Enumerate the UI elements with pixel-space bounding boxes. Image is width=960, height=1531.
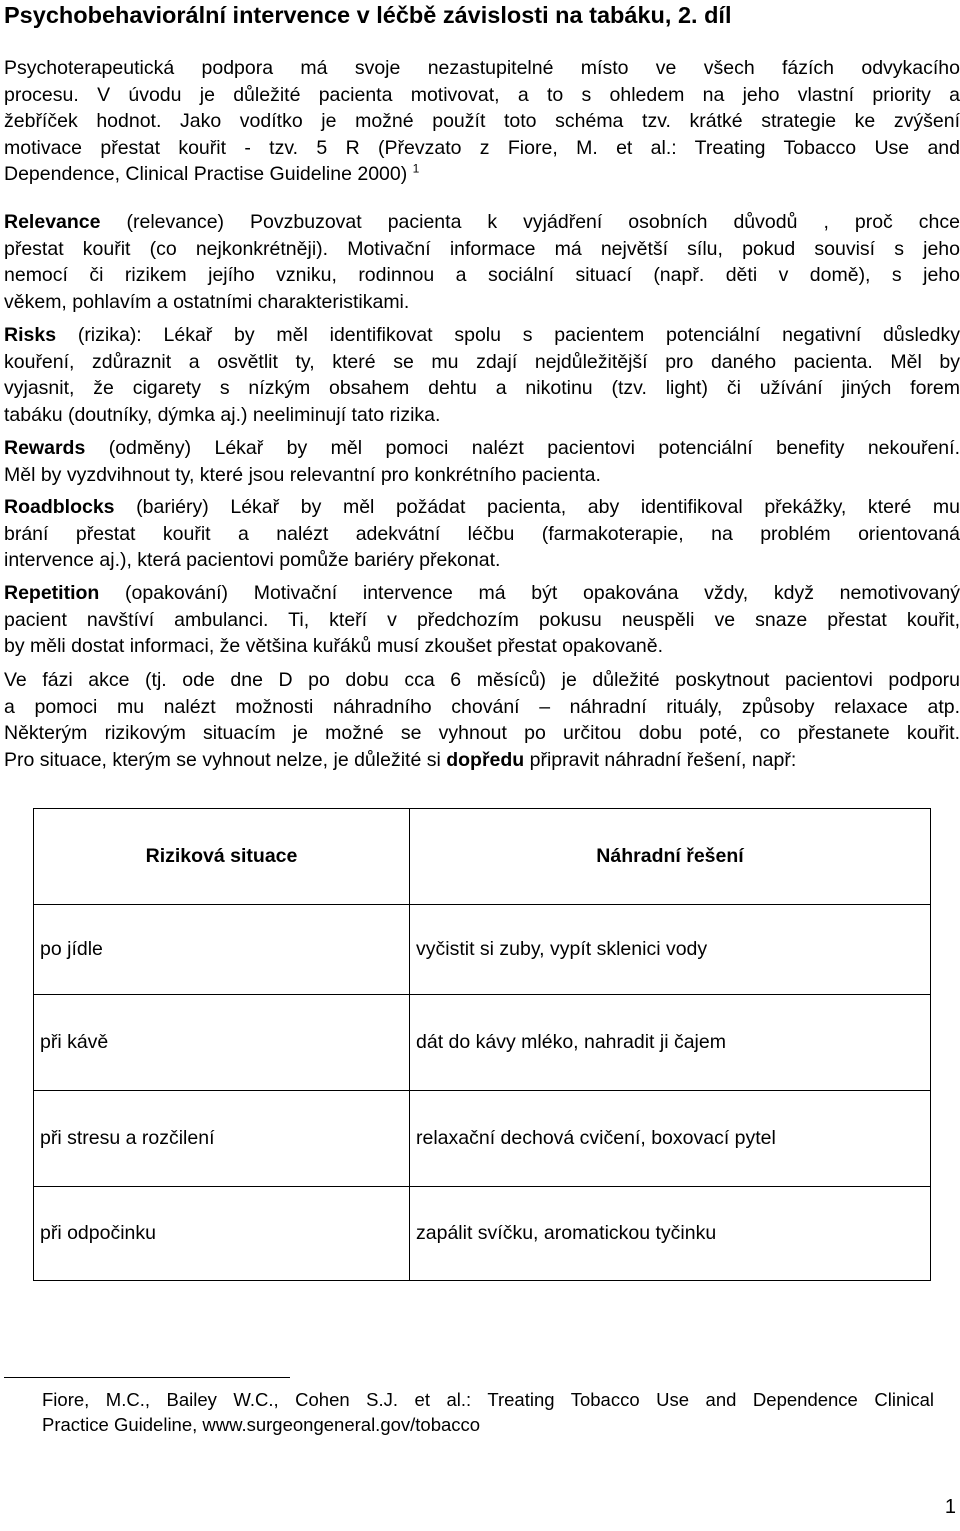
table-cell-solution: relaxační dechová cvičení, boxovací pytel [410,1091,931,1187]
risks-line: tabáku (doutníky, dýmka aj.) neeliminují tato rizika. [4,403,441,426]
roadblocks-line: intervence aj.), která pacientovi pomůže bariéry překonat. [4,549,501,571]
relevance-line [4,209,960,236]
intro-line: žebříček hodnot. Jako vodítko je možné použít toto schéma tzv. krátké strategie ke zvýšení [4,110,960,132]
roadblocks-term: Roadblocks [4,496,115,518]
relevance-text: (relevance) Povzbuzovat pacienta k vyjádření osobních důvodů , proč chce [100,211,960,233]
table-row [34,995,931,1091]
relevance-term: Relevance [4,211,101,233]
roadblocks-line [4,494,960,521]
table-cell-situation: po jídle [34,905,410,995]
footnote [4,1387,934,1437]
repetition-line: pacient navštíví ambulanci. Ti, kteří v předchozím pokusu neuspěli ve snaze přestat kouřit, [4,608,960,631]
footnote-text-1: Fiore, M.C., Bailey W.C., Cohen S.J. et al.: Treating Tobacco Use and Dependence Clinical [42,1389,934,1410]
intro-last-text: Dependence, Clinical Practise Guideline 2000) [4,163,408,185]
page-number: 1 [944,1496,956,1518]
action-line-last [4,747,960,774]
table-cell-situation: při odpočinku [34,1187,410,1281]
roadblocks-paragraph [4,494,960,574]
table-header-row [34,809,931,905]
document-title: Psychobehaviorální intervence v léčbě závislosti na tabáku, 2. díl [4,2,732,28]
table-cell-situation: při kávě [34,995,410,1091]
rewards-paragraph [4,435,960,488]
rewards-line [4,435,960,462]
risks-line [4,322,960,349]
risks-paragraph [4,322,960,428]
repetition-term: Repetition [4,582,100,604]
repetition-paragraph [4,580,960,660]
relevance-line: věkem, pohlavím a ostatními charakteristikami. [4,290,410,313]
repetition-line [4,580,960,607]
relevance-paragraph [4,209,960,315]
relevance-line: přestat kouřit (co nejkonkrétněji). Motivační informace má největší sílu, pokud souvisí s jeho [4,237,960,260]
footnote-line: Practice Guideline, www.surgeongeneral.gov/tobacco [42,1414,481,1435]
table-cell-situation: při stresu a rozčilení [34,1091,410,1187]
action-line: Ve fázi akce (tj. ode dne D po dobu cca 6 měsíců) je důležité poskytnout pacientovi podporu [4,669,960,691]
roadblocks-text: (bariéry) Lékař by měl požádat pacienta, aby identifikoval překážky, které mu [114,496,960,518]
table-row [34,1091,931,1187]
intro-line: motivace přestat kouřit - tzv. 5 R (Převzato z Fiore, M. et al.: Treating Tobacco Use and [4,136,960,159]
intro-paragraph [4,55,960,188]
footnote-line [4,1387,934,1412]
intro-line: Psychoterapeutická podpora má svoje nezastupitelné místo ve všech fázích odvykacího [4,57,960,79]
action-last-before: Pro situace, kterým se vyhnout nelze, je důležité si [4,748,447,771]
roadblocks-line: brání přestat kouřit a nalézt adekvátní léčbu (farmakoterapie, na problém orientovaná [4,522,960,545]
intro-line: procesu. V úvodu je důležité pacienta motivovat, a to s ohledem na jeho vlastní priority a [4,83,960,106]
action-line: a pomoci mu nalézt možnosti náhradního chování – náhradní rituály, způsoby relaxace atp. [4,695,960,718]
table-header-situation: Riziková situace [34,809,410,905]
risks-line: kouření, zdůraznit a osvětlit ty, které se mu zdají nejdůležitější pro daného pacienta. Měl by [4,350,960,373]
relevance-line: nemocí či rizikem jejího vzniku, rodinnou a sociální situací (např. děti v domě), s jeho [4,264,960,286]
substitution-table [33,808,931,1281]
table-cell-solution: dát do kávy mléko, nahradit ji čajem [410,995,931,1091]
table-cell-solution: zapálit svíčku, aromatickou tyčinku [410,1187,931,1281]
risks-text: (rizika): Lékař by měl identifikovat spolu s pacientem potenciální negativní důsledky [56,324,960,346]
risks-term: Risks [4,324,57,346]
footnote-reference: 1 [412,161,420,176]
risks-line: vyjasnit, že cigarety s nízkým obsahem dehtu a nikotinu (tzv. light) či užívání jiných forem [4,377,960,399]
repetition-text: (opakování) Motivační intervence má být opakována vždy, když nemotivovaný [99,582,960,604]
action-last-after: připravit náhradní řešení, např: [524,748,797,771]
action-line: Některým rizikovým situacím je možné se vyhnout po určitou dobu poté, co přestanete kouřit. [4,722,960,744]
footnote-divider [4,1377,290,1378]
action-phase-paragraph [4,667,960,773]
intro-line-last [4,161,960,188]
repetition-line: by měli dostat informaci, že většina kuřáků musí zkoušet přestat opakovaně. [4,635,663,657]
table-header-solution: Náhradní řešení [410,809,931,905]
table-row [34,905,931,995]
table-cell-solution: vyčistit si zuby, vypít sklenici vody [410,905,931,995]
action-last-bold: dopředu [446,748,525,771]
rewards-term: Rewards [4,437,86,459]
rewards-line: Měl by vyzdvihnout ty, které jsou relevantní pro konkrétního pacienta. [4,463,601,486]
rewards-text: (odměny) Lékař by měl pomoci nalézt pacientovi potenciální benefity nekouření. [85,437,960,459]
table-row [34,1187,931,1281]
